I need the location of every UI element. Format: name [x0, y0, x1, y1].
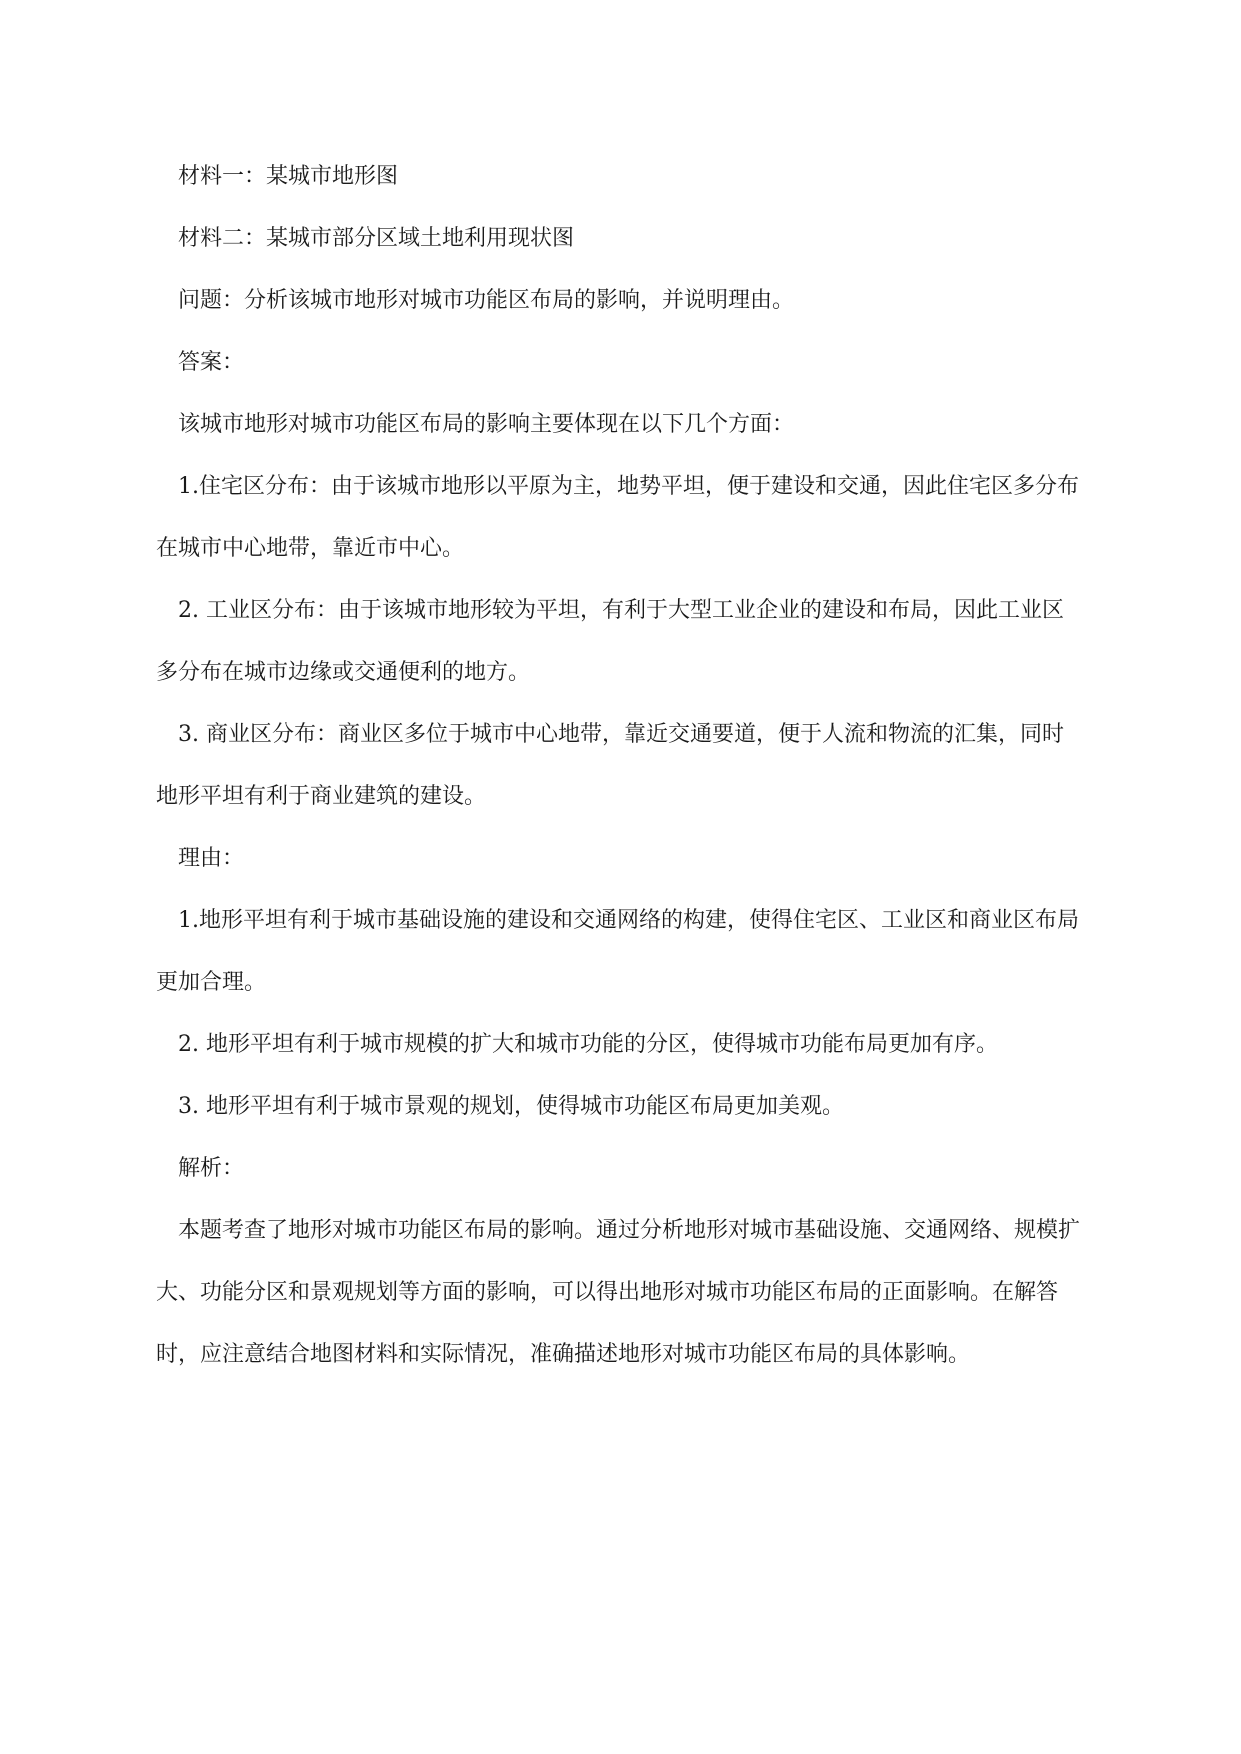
- question: 问题：分析该城市地形对城市功能区布局的影响，并说明理由。: [178, 288, 795, 313]
- reason-2: 2. 地形平坦有利于城市规模的扩大和城市功能的分区，使得城市功能布局更加有序。: [178, 1032, 998, 1057]
- answer-point-residential: 1.住宅区分布：由于该城市地形以平原为主，地势平坦，便于建设和交通，因此住宅区多分布在城市中心地带，靠近市中心。: [156, 474, 1079, 561]
- answer-point-commercial: 3. 商业区分布：商业区多位于城市中心地带，靠近交通要道，便于人流和物流的汇集，同时地形平坦有利于商业建筑的建设。: [156, 722, 1064, 809]
- material-2: 材料二：某城市部分区域土地利用现状图: [178, 226, 575, 251]
- answer-label: 答案：: [178, 350, 245, 375]
- answer-intro: 该城市地形对城市功能区布局的影响主要体现在以下几个方面：: [178, 412, 795, 437]
- reason-label: 理由：: [178, 846, 245, 871]
- reason-3: 3. 地形平坦有利于城市景观的规划，使得城市功能区布局更加美观。: [178, 1094, 844, 1119]
- analysis-label: 解析：: [178, 1156, 245, 1181]
- material-1: 材料一：某城市地形图: [178, 164, 399, 189]
- document-body: [156, 146, 1083, 1386]
- reason-1: 1.地形平坦有利于城市基础设施的建设和交通网络的构建，使得住宅区、工业区和商业区布局更加合理。: [156, 908, 1079, 995]
- answer-point-industrial: 2. 工业区分布：由于该城市地形较为平坦，有利于大型工业企业的建设和布局，因此工业区多分布在城市边缘或交通便利的地方。: [156, 598, 1064, 685]
- analysis-text: 本题考查了地形对城市功能区布局的影响。通过分析地形对城市基础设施、交通网络、规模扩大、功能分区和景观规划等方面的影响，可以得出地形对城市功能区布局的正面影响。在解答时，应注意结合地图材料和实际情况，准确描述地形对城市功能区布局的具体影响。: [156, 1218, 1081, 1367]
